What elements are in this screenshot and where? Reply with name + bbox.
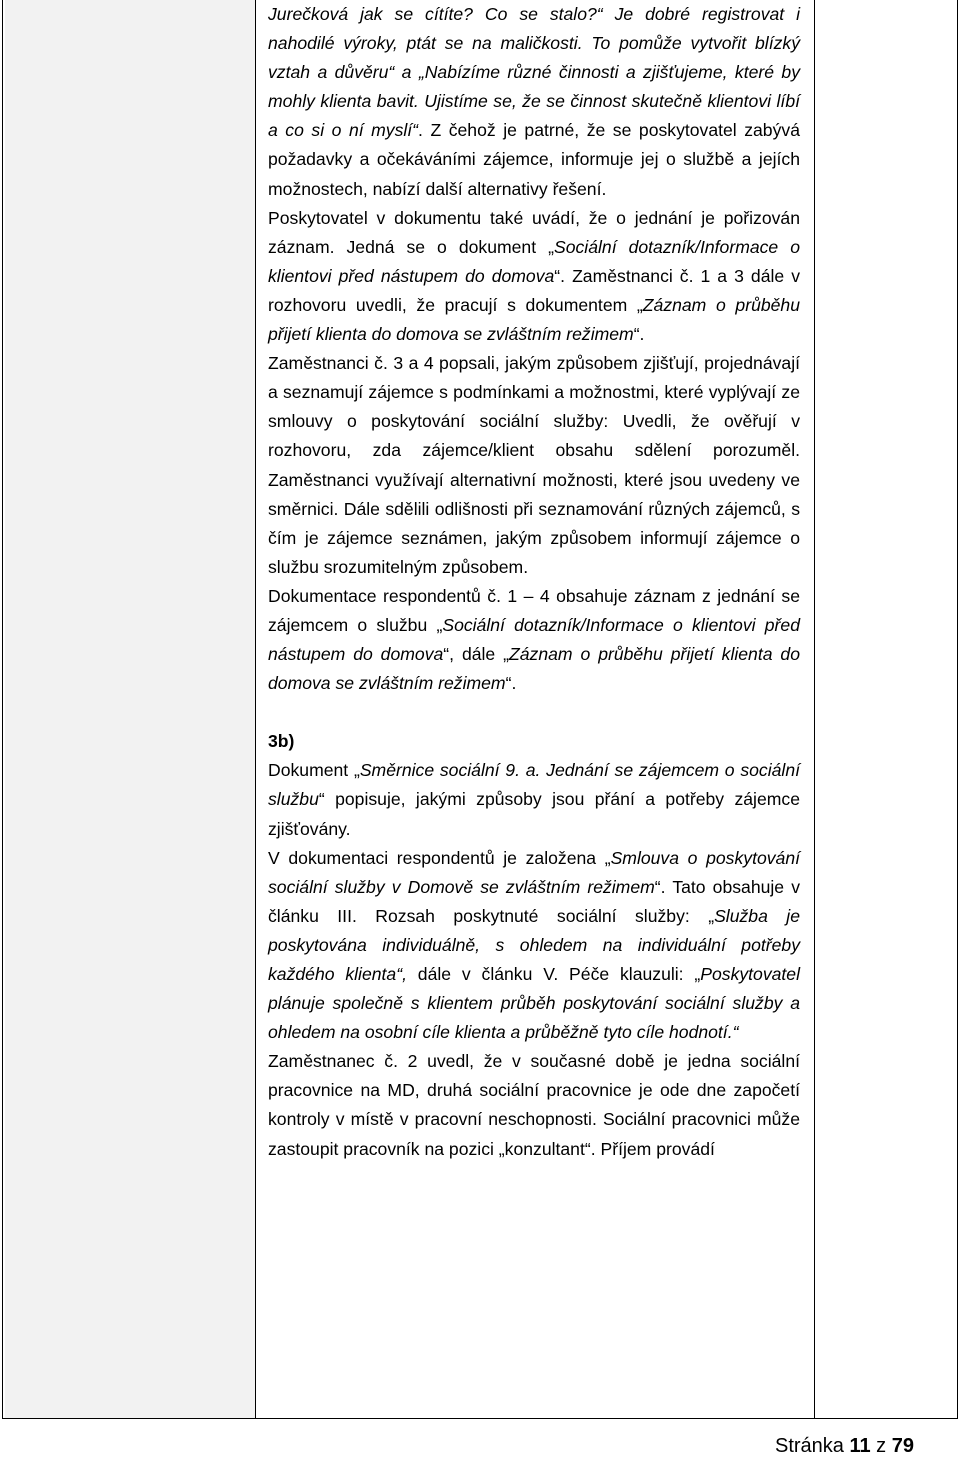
text-run: Zaměstnanec č. 2 uvedl, že v současné době je jedna sociální pracovnice na MD, druhá sociální pracovnice je ode dne započetí kontroly v místě v pracovní neschopnosti. Sociální pracovnici může zastoupit pracovník na pozici „konzultant“. Příjem provádí	[268, 1051, 800, 1159]
italic-text: Smlouva o poskytování sociální služby v Domově se zvláštním režimem	[268, 847, 800, 897]
italic-text: Poskytovatel plánuje společně s klientem průběh poskytování sociální služby a ohledem na osobní cíle klienta a průběžně tyto cíle hodnotí.“	[268, 964, 800, 1043]
paragraph	[268, 582, 800, 698]
italic-text: Záznam o průběhu přijetí klienta do domova se zvláštním režimem	[268, 294, 800, 345]
footer-middle: z	[870, 1435, 892, 1457]
text-run: “ popisuje, jakými způsoby jsou přání a potřeby zájemce zjišťovány.	[268, 789, 800, 839]
text-run: “.	[505, 673, 517, 694]
text-run: “. Tato obsahuje v článku III. Rozsah poskytnuté sociální služby: „	[268, 876, 800, 926]
table-border-right	[957, 0, 958, 1418]
page-footer	[775, 1433, 914, 1459]
footer-page-total: 79	[891, 1435, 914, 1457]
paragraph	[268, 844, 800, 1048]
text-run: Dokumentace respondentů č. 1 – 4 obsahuje záznam z jednání se zájemcem o službu „	[268, 585, 800, 635]
italic-text: Směrnice sociální 9. a. Jednání se zájemcem o sociální službu	[268, 760, 800, 810]
paragraph	[268, 0, 800, 204]
italic-text: Sociální dotazník/Informace o klientovi před nástupem do domova	[268, 614, 800, 665]
text-run: “. Zaměstnanci č. 1 a 3 dále v rozhovoru uvedli, že pracují s dokumentem „	[268, 265, 801, 315]
italic-text: Jurečková jak se cítíte? Co se stalo?“ Je dobré registrovat i nahodilé výroky, ptát se na maličkosti. To pomůže vytvořit blízký vztah a důvěru“ a „Nabízíme různé činnosti a zjišťujeme, které by mohly klienta bavit. Ujistíme se, že se činnost skutečně klientovi líbí a co si o ní myslí“	[268, 4, 800, 141]
paragraph	[268, 756, 800, 843]
italic-text: Záznam o průběhu přijetí klienta do domova se zvláštním režimem	[268, 644, 801, 694]
paragraph-group-before	[268, 0, 800, 698]
text-run: Dokument „	[268, 760, 360, 781]
text-run: . Z čehož je patrné, že se poskytovatel zabývá požadavky a očekáváními zájemce, informuje jej o službě a jejích možnostech, nabízí další alternativy řešení.	[268, 120, 800, 199]
text-run: V dokumentaci respondentů je založena „	[268, 847, 611, 868]
italic-text: Služba je poskytována individuálně, s ohledem na individuální potřeby každého klienta“,	[268, 905, 800, 984]
document-body	[268, 0, 800, 1164]
text-run: “, dále „	[443, 644, 510, 665]
italic-text: Sociální dotazník/Informace o klientovi před nástupem do domova	[268, 236, 801, 286]
table-left-column	[5, 0, 255, 1418]
text-run: dále v článku V. Péče klauzuli: „	[406, 964, 701, 984]
table-column-divider	[255, 0, 256, 1418]
footer-prefix: Stránka	[774, 1435, 850, 1457]
paragraph	[268, 1047, 800, 1163]
table-column-divider-right	[814, 0, 815, 1418]
paragraph-group-after	[268, 756, 800, 1163]
text-run: “.	[633, 324, 645, 345]
text-run: Poskytovatel v dokumentu také uvádí, že o jednání je pořizován záznam. Jedná se o dokument „	[268, 207, 800, 257]
text-run: Zaměstnanci č. 3 a 4 popsali, jakým způsobem zjišťují, projednávají a seznamují zájemce s podmínkami a možnostmi, které vyplývají ze smlouvy o poskytování sociální služby: Uvedli, že ověřují v rozhovoru, zda zájemce/klient obsahu sdělení porozuměl. Zaměstnanci využívají alternativní možnosti, které jsou uvedeny ve směrnici. Dále sdělili odlišnosti při seznamování různých zájemců, s čím je zájemce seznámen, jakým způsobem informují zájemce o službu srozumitelným způsobem.	[268, 353, 800, 577]
paragraph	[268, 349, 800, 582]
paragraph	[268, 204, 800, 349]
footer-page-number: 11	[849, 1435, 871, 1457]
table-border-left	[2, 0, 3, 1418]
section-heading: 3b)	[268, 731, 295, 752]
